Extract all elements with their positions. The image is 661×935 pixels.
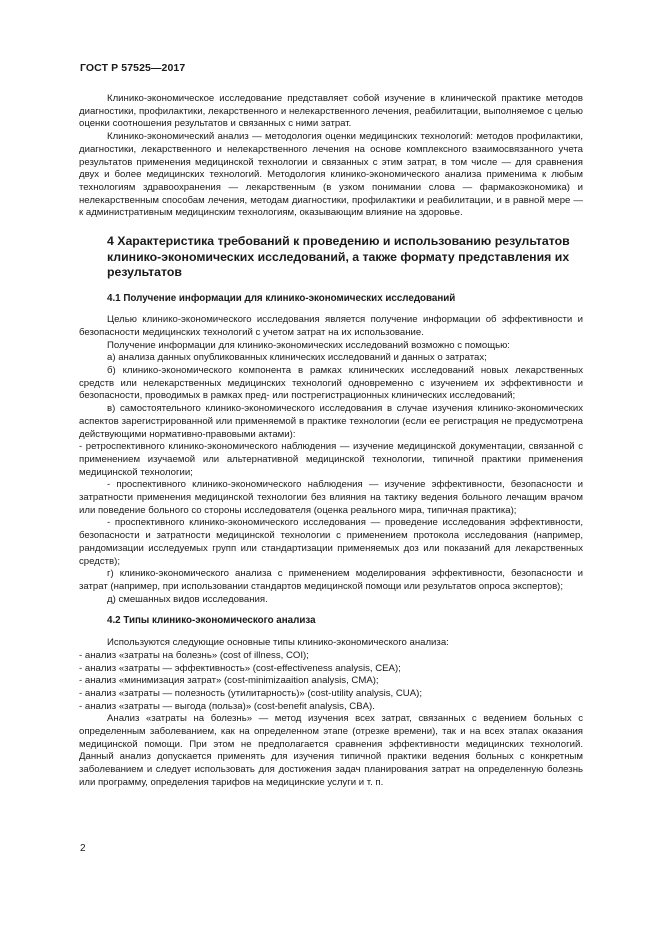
list-item: - проспективного клинико-экономического наблюдения — изучение эффективности, безопасности и затратности применения медицинской технологии без влияния на тактику ведения больного лечащим врачом или поведение больного со стороны исследователя (оценка реального мира, типичная практика);	[79, 479, 583, 516]
section-4-1-title: 4.1 Получение информации для клинико-экономических исследований	[107, 292, 456, 304]
intro-paragraph: Клинико-экономическое исследование представляет собой изучение в клинической практике методов диагностики, профилактики, лекарственного и нелекарственного лечения, реабилитации, выполняемое с целью оценки соотношения результатов и связанных с ними затрат.	[79, 93, 583, 130]
list-item: - анализ «затраты — выгода (польза)» (cost-benefit analysis, CBA).	[79, 700, 375, 712]
standard-header: ГОСТ Р 57525—2017	[80, 62, 186, 74]
list-item: - анализ «минимизация затрат» (cost-minimizaaition analysis, CMA);	[79, 675, 379, 687]
paragraph: Используются следующие основные типы клинико-экономического анализа:	[107, 637, 449, 649]
section-4-2-title: 4.2 Типы клинико-экономического анализа	[107, 615, 316, 627]
list-item: д) смешанных видов исследования.	[107, 593, 268, 605]
list-item: - ретроспективного клинико-экономического наблюдения — изучение медицинской документации, связанной с применением изучаемой или альтернативной медицинской технологии, типичной практики применения медицинской технологии;	[79, 441, 583, 478]
list-item: - анализ «затраты — эффективность» (cost-effectiveness analysis, CEA);	[79, 662, 401, 674]
list-item: а) анализа данных опубликованных клинических исследований и данных о затратах;	[107, 352, 487, 364]
intro-paragraph: Клинико-экономический анализ — методология оценки медицинских технологий: методов профилактики, диагностики, лекарственного и нелекарственного лечения на основе комплексного взаимосвязанного учета результатов применения медицинской технологии и связанных с этим затрат, в том числе — для сравнения двух и более медицинских технологий. Методология клинико-экономического анализа применима к любым технологиям здравоохранения — лекарственным (в узком понимании слова — фармакоэкономика) и нелекарственным способам лечения, методам диагностики, профилактики и реабилитации, и в равной мере — к административным медицинским технологиям, оказывающим влияние на здоровье.	[79, 131, 583, 219]
list-item: - анализ «затраты — полезность (утилитарность)» (cost-utility analysis, CUA);	[79, 687, 422, 699]
page-number: 2	[80, 843, 86, 854]
document-body	[79, 93, 583, 790]
paragraph: Получение информации для клинико-экономических исследований возможно с помощью:	[107, 339, 510, 351]
list-item: - проспективного клинико-экономического исследования — проведение исследования эффективности, безопасности и затратности медицинской технологии с применением протокола исследования (например, рандомизации исследуемых групп или стандартизации применяемых доз или показаний для лекарственных средств);	[79, 517, 583, 567]
list-item: б) клинико-экономического компонента в рамках клинических исследований новых лекарственных средств или нелекарственных медицинских технологий одновременно с изучением их эффективности и безопасности, проводимых в рамках пред- или пострегистрационных клинических исследований;	[79, 365, 583, 402]
list-item: - анализ «затраты на болезнь» (cost of illness, COI);	[79, 649, 309, 661]
paragraph: Анализ «затраты на болезнь» — метод изучения всех затрат, связанных с ведением больных с определенным заболеванием, как на определенном этапе (отрезке времени), так и на всех этапах оказания медицинской помощи. При этом не предполагается сравнения эффективности медицинских технологий. Данный анализ допускается применять для изучения типичной практики ведения больных с конкретным заболеванием и следует использовать для достижения задач планирования затрат на определенную болезнь или программу, определения тарифов на медицинские услуги и т. п.	[79, 713, 583, 788]
list-item: в) самостоятельного клинико-экономического исследования в случае изучения клинико-экономических аспектов зарегистрированной или применяемой в практике технологии (если ее регистрация не предусмотрена действующими нормативно-правовыми актами):	[79, 403, 583, 440]
section-4-title: 4 Характеристика требований к проведению и использованию результатов клинико-экономических исследований, а также формату представления их результатов	[107, 234, 570, 280]
paragraph: Целью клинико-экономического исследования является получение информации об эффективности и безопасности медицинских технологий с учетом затрат на их использование.	[79, 314, 583, 338]
list-item: г) клинико-экономического анализа с применением моделирования эффективности, безопасности и затрат (например, при использовании стандартов медицинской помощи или результатов опроса экспертов);	[79, 568, 583, 592]
